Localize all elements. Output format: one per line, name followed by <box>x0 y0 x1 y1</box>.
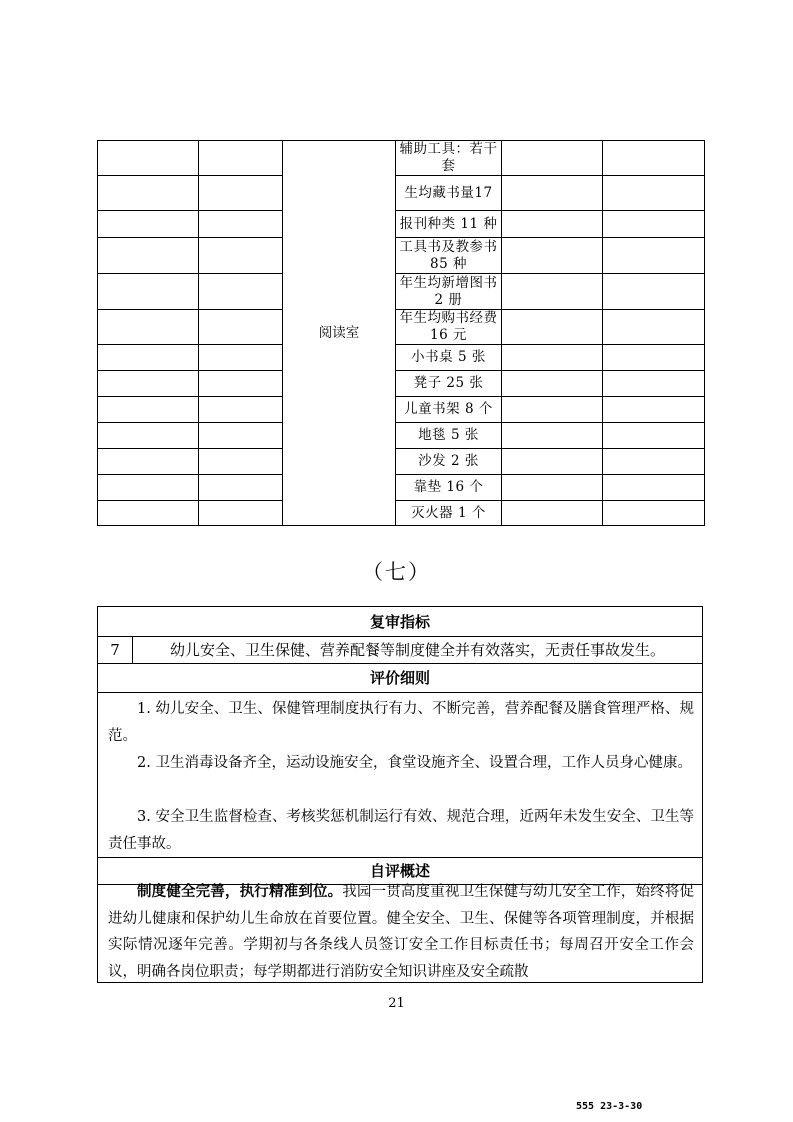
empty-cell <box>199 371 283 397</box>
table-row <box>98 141 705 176</box>
empty-cell <box>98 475 199 501</box>
item-cell: 生均藏书量17 <box>396 176 502 211</box>
section-title: （七） <box>362 560 431 584</box>
table-row <box>98 397 705 423</box>
review-box <box>97 606 703 983</box>
empty-cell <box>502 238 603 274</box>
empty-cell <box>603 501 705 526</box>
item-cell: 小书桌 5 张 <box>396 345 502 371</box>
criterion-text: 幼儿安全、卫生保健、营养配餐等制度健全并有效落实，无责任事故发生。 <box>169 641 665 659</box>
empty-cell <box>502 274 603 310</box>
empty-cell <box>199 238 283 274</box>
empty-cell <box>603 397 705 423</box>
evaluation-header: 评价细则 <box>98 663 702 693</box>
item-cell: 凳子 25 张 <box>396 371 502 397</box>
empty-cell <box>603 176 705 211</box>
equipment-table <box>97 140 705 526</box>
self-eval-lead: 制度健全完善，执行精准到位。 <box>137 883 343 900</box>
empty-cell <box>603 423 705 449</box>
room-cell: 阅读室 <box>283 141 396 526</box>
empty-cell <box>199 310 283 345</box>
empty-cell <box>199 141 283 176</box>
empty-cell <box>199 475 283 501</box>
empty-cell <box>603 141 705 176</box>
self-eval-body: 我园一贯高度重视卫生保健与幼儿安全工作，始终将促进幼儿健康和保护幼儿生命放在首要位置。健全安全、卫生、保健等各项管理制度，并根据实际情况逐年完善。学期初与各条线人员签订安全工作目标责任书；每周召开安全工作会议，明确各岗位职责；每学期都进行消防安全知识讲座及安全疏散 <box>108 884 695 980</box>
empty-cell <box>98 274 199 310</box>
empty-cell <box>98 141 199 176</box>
empty-cell <box>502 141 603 176</box>
item-cell: 地毯 5 张 <box>396 423 502 449</box>
item-cell: 辅助工具：若干套 <box>396 141 502 176</box>
table-row <box>98 501 705 526</box>
item-cell: 年生均购书经费 16 元 <box>396 310 502 345</box>
item-cell: 工具书及教参书 85 种 <box>396 238 502 274</box>
empty-cell <box>603 238 705 274</box>
table-row <box>98 310 705 345</box>
empty-cell <box>603 274 705 310</box>
table-row <box>98 238 705 274</box>
empty-cell <box>98 371 199 397</box>
empty-cell <box>603 211 705 238</box>
empty-cell <box>502 423 603 449</box>
empty-cell <box>98 345 199 371</box>
empty-cell <box>603 345 705 371</box>
empty-cell <box>502 345 603 371</box>
empty-cell <box>199 211 283 238</box>
empty-cell <box>502 475 603 501</box>
item-cell: 年生均新增图书 2 册 <box>396 274 502 310</box>
empty-cell <box>98 501 199 526</box>
criterion-number: 7 <box>98 637 133 663</box>
empty-cell <box>199 449 283 475</box>
item-cell: 靠垫 16 个 <box>396 475 502 501</box>
empty-cell <box>199 501 283 526</box>
empty-cell <box>603 449 705 475</box>
table-row <box>98 211 705 238</box>
table-row <box>98 449 705 475</box>
empty-cell <box>199 176 283 211</box>
table-row <box>98 423 705 449</box>
empty-cell <box>502 310 603 345</box>
evaluation-item-1: 1. 幼儿安全、卫生、保健管理制度执行有力、不断完善，营养配餐及膳食管理严格、规范。 <box>108 701 694 744</box>
evaluation-item-2: 2. 卫生消毒设备齐全，运动设施安全，食堂设施齐全、设置合理，工作人员身心健康。 <box>137 755 692 771</box>
empty-cell <box>98 176 199 211</box>
empty-cell <box>199 274 283 310</box>
review-header: 复审指标 <box>98 607 702 637</box>
empty-cell <box>98 238 199 274</box>
empty-cell <box>502 211 603 238</box>
table-row <box>98 274 705 310</box>
empty-cell <box>502 397 603 423</box>
item-cell: 报刊种类 11 种 <box>396 211 502 238</box>
empty-cell <box>199 423 283 449</box>
item-cell: 沙发 2 张 <box>396 449 502 475</box>
table-row <box>98 371 705 397</box>
empty-cell <box>603 475 705 501</box>
table-row <box>98 345 705 371</box>
table-row <box>98 475 705 501</box>
empty-cell <box>603 310 705 345</box>
empty-cell <box>98 423 199 449</box>
empty-cell <box>98 310 199 345</box>
empty-cell <box>603 371 705 397</box>
self-eval-header: 自评概述 <box>98 857 702 885</box>
empty-cell <box>502 449 603 475</box>
print-stamp: 555 23-3-30 <box>576 1101 643 1112</box>
item-cell: 儿童书架 8 个 <box>396 397 502 423</box>
self-eval-text <box>108 879 694 983</box>
evaluation-item-3: 3. 安全卫生监督检查、考核奖惩机制运行有效、规范合理，近两年未发生安全、卫生等责任事故。 <box>108 809 694 852</box>
empty-cell <box>98 397 199 423</box>
empty-cell <box>98 449 199 475</box>
item-cell: 灭火器 1 个 <box>396 501 502 526</box>
empty-cell <box>98 211 199 238</box>
empty-cell <box>502 371 603 397</box>
empty-cell <box>502 176 603 211</box>
table-row <box>98 176 705 211</box>
empty-cell <box>199 345 283 371</box>
empty-cell <box>502 501 603 526</box>
page-number: 21 <box>388 996 405 1011</box>
empty-cell <box>199 397 283 423</box>
